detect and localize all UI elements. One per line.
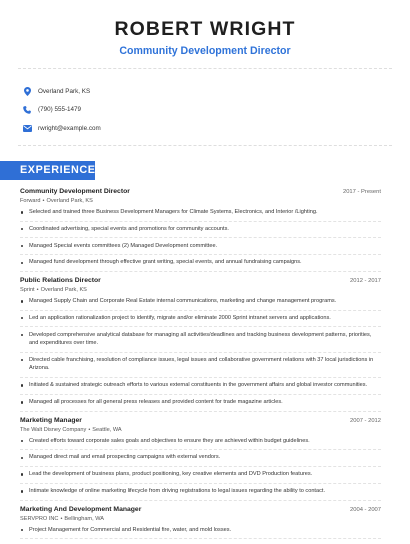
job-bullets: [20, 208, 381, 272]
job-bullet: Intimate knowledge of online marketing lifecycle from driving registrations to legal issues regarding the ability to contact.: [20, 487, 381, 501]
job-bullet: Managed Special events committees (2) Managed Development committee.: [20, 242, 381, 256]
job-location: Bellingham, WA: [64, 515, 105, 522]
job-bullet: Coordinated advertising, special events and promotions for community accounts.: [20, 225, 381, 239]
job-meta: SERVPRO INC • Bellingham, WA: [20, 515, 105, 522]
job-bullet: Managed all processes for all general press releases and provided content for trade magazine articles.: [20, 398, 381, 412]
job-location: Seattle, WA: [92, 426, 122, 433]
job-title: Community Development Director: [20, 188, 130, 195]
job-bullet: Initiated & sustained strategic outreach efforts to various external constituents in the government affairs and global investor communities.: [20, 381, 381, 395]
job-dates: 2017 - Present: [342, 189, 381, 195]
job-meta: Forward • Overland Park, KS: [20, 198, 93, 204]
contact-phone: [22, 101, 101, 120]
job-title: Marketing Manager: [20, 416, 82, 424]
job-company: SERVPRO INC: [20, 515, 59, 522]
job-title: Marketing And Development Manager: [20, 505, 142, 513]
job-bullet: Managed Supply Chain and Corporate Real Estate internal communications, marketing and change management programs.: [20, 297, 381, 311]
job-bullet: Managed direct mail and email prospecting campaigns with external vendors.: [20, 453, 381, 467]
header-divider: [18, 68, 392, 69]
email-text: rwright@example.com: [38, 124, 101, 132]
candidate-name: ROBERT WRIGHT: [114, 18, 296, 40]
job-entry: [20, 506, 381, 540]
job-bullets: [20, 297, 381, 412]
contact-divider: [18, 145, 392, 146]
job-bullet: Developed comprehensive analytical database for managing all activities/deadlines and tracking business development patterns, priorities, and expenditures over time.: [20, 331, 381, 353]
job-company: The Walt Disney Company: [20, 426, 87, 433]
job-company: Sprint: [20, 286, 35, 293]
contact-location: [22, 82, 101, 101]
job-bullets: [20, 526, 381, 540]
experience-list: [20, 188, 381, 544]
job-bullet: Directed cable franchising, resolution of compliance issues, legal issues and collaborative government relations with 37 local jurisdictions in Arizona.: [20, 356, 381, 378]
job-location: Overland Park, KS: [46, 198, 93, 204]
job-bullet: Led an application rationalization project to identify, migrate and/or eliminate 2000 Sprint intranet servers and applications.: [20, 314, 381, 328]
job-dates: 2012 - 2017: [350, 277, 381, 284]
candidate-title: Community Development Director: [119, 45, 291, 57]
job-meta: The Walt Disney Company • Seattle, WA: [20, 426, 122, 433]
job-meta: Sprint • Overland Park, KS: [20, 286, 87, 293]
job-title: Public Relations Director: [20, 276, 101, 284]
contact-email: [22, 119, 101, 138]
resume-header: [0, 0, 410, 57]
job-bullet: Selected and trained three Business Development Managers for Climate Systems, Electronics, and Interior /Lighting.: [20, 208, 381, 222]
job-bullets: [20, 437, 381, 501]
job-entry: [20, 277, 381, 412]
job-bullet: Created efforts toward corporate sales goals and objectives to ensure they are achieved within budget guidelines.: [20, 437, 381, 451]
job-bullet: Managed fund development through effective grant writing, special events, and annual fundraising campaigns.: [20, 258, 381, 272]
experience-section-heading: EXPERIENCE: [0, 161, 95, 180]
job-company: Forward: [20, 198, 41, 204]
email-icon: [22, 123, 32, 133]
job-dates: 2004 - 2007: [350, 506, 381, 513]
job-entry: [20, 417, 381, 501]
phone-icon: [22, 105, 32, 115]
phone-text: (790) 555-1479: [38, 106, 82, 114]
contact-info: [22, 82, 101, 138]
job-entry: [20, 188, 381, 272]
job-bullet: Project Management for Commercial and Residential fire, water, and mold losses.: [20, 526, 381, 540]
job-bullet: Lead the development of business plans, product positioning, key creative elements and DVD Production features.: [20, 470, 381, 484]
job-location: Overland Park, KS: [40, 286, 87, 293]
job-dates: 2007 - 2012: [350, 417, 381, 424]
location-pin-icon: [22, 86, 32, 96]
location-text: Overland Park, KS: [38, 87, 91, 95]
